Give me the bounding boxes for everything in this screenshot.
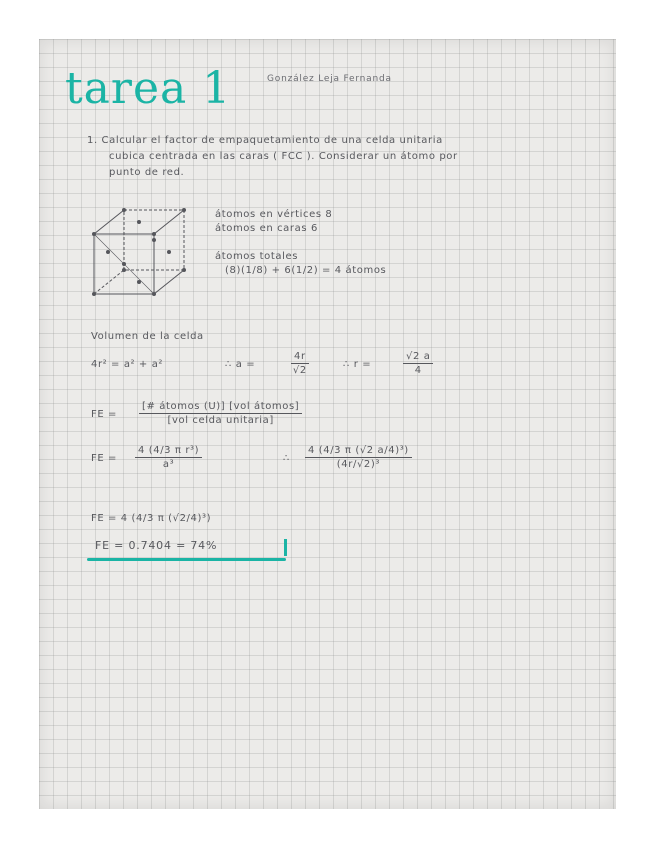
problem-line-3: punto de red. — [109, 167, 185, 178]
atoms-total-equation: (8)(1/8) + 6(1/2) = 4 átomos — [225, 265, 387, 276]
problem-line-1: 1. Calcular el factor de empaquetamiento de una celda unitaria — [87, 135, 443, 146]
fe1-numerator: [# átomos (U)] [vol átomos] — [139, 401, 302, 414]
problem-line-2: cubica centrada en las caras ( FCC ). Considerar un átomo por — [109, 151, 458, 162]
result-highlight-underline — [87, 558, 286, 561]
fe2-denominator: a³ — [162, 459, 175, 470]
result-highlight-bracket — [284, 539, 287, 556]
page-title: tarea 1 — [65, 63, 232, 114]
fe1-denominator: [vol celda unitaria] — [167, 415, 274, 426]
fe2-substituted-fraction — [305, 445, 412, 470]
final-result: FE = 0.7404 = 74% — [95, 539, 218, 552]
fe3-equation: FE = 4 (4/3 π (√2/4)³) — [91, 513, 212, 524]
r-fraction — [403, 351, 433, 376]
atoms-faces: átomos en caras 6 — [215, 223, 318, 234]
a-fraction — [291, 351, 309, 376]
atoms-total-label: átomos totales — [215, 251, 299, 262]
r-numerator: √2 a — [403, 351, 433, 364]
fe1-fraction — [139, 401, 302, 426]
fcc-cube-diagram — [86, 204, 196, 304]
fe2-numerator: 4 (4/3 π r³) — [135, 445, 202, 458]
author-name: González Leja Fernanda — [267, 74, 392, 84]
fe1-lhs: FE = — [91, 409, 118, 420]
cell-volume-label: Volumen de la celda — [91, 331, 204, 342]
atoms-vertices: átomos en vértices 8 — [215, 209, 333, 220]
a-denominator: √2 — [292, 365, 307, 376]
fe2-substituted-numerator: 4 (4/3 π (√2 a/4)³) — [305, 445, 412, 458]
r-denominator: 4 — [414, 365, 422, 376]
fe2-lhs: FE = — [91, 453, 118, 464]
eq1-lhs: 4r² = a² + a² — [91, 359, 164, 370]
fe2-fraction — [135, 445, 202, 470]
fe2-therefore: ∴ — [283, 453, 290, 464]
eq1-therefore-r: ∴ r = — [343, 359, 372, 370]
eq1-therefore-a: ∴ a = — [225, 359, 256, 370]
notebook-page — [39, 39, 616, 809]
fe2-substituted-denominator: (4r/√2)³ — [336, 459, 380, 470]
a-numerator: 4r — [291, 351, 309, 364]
